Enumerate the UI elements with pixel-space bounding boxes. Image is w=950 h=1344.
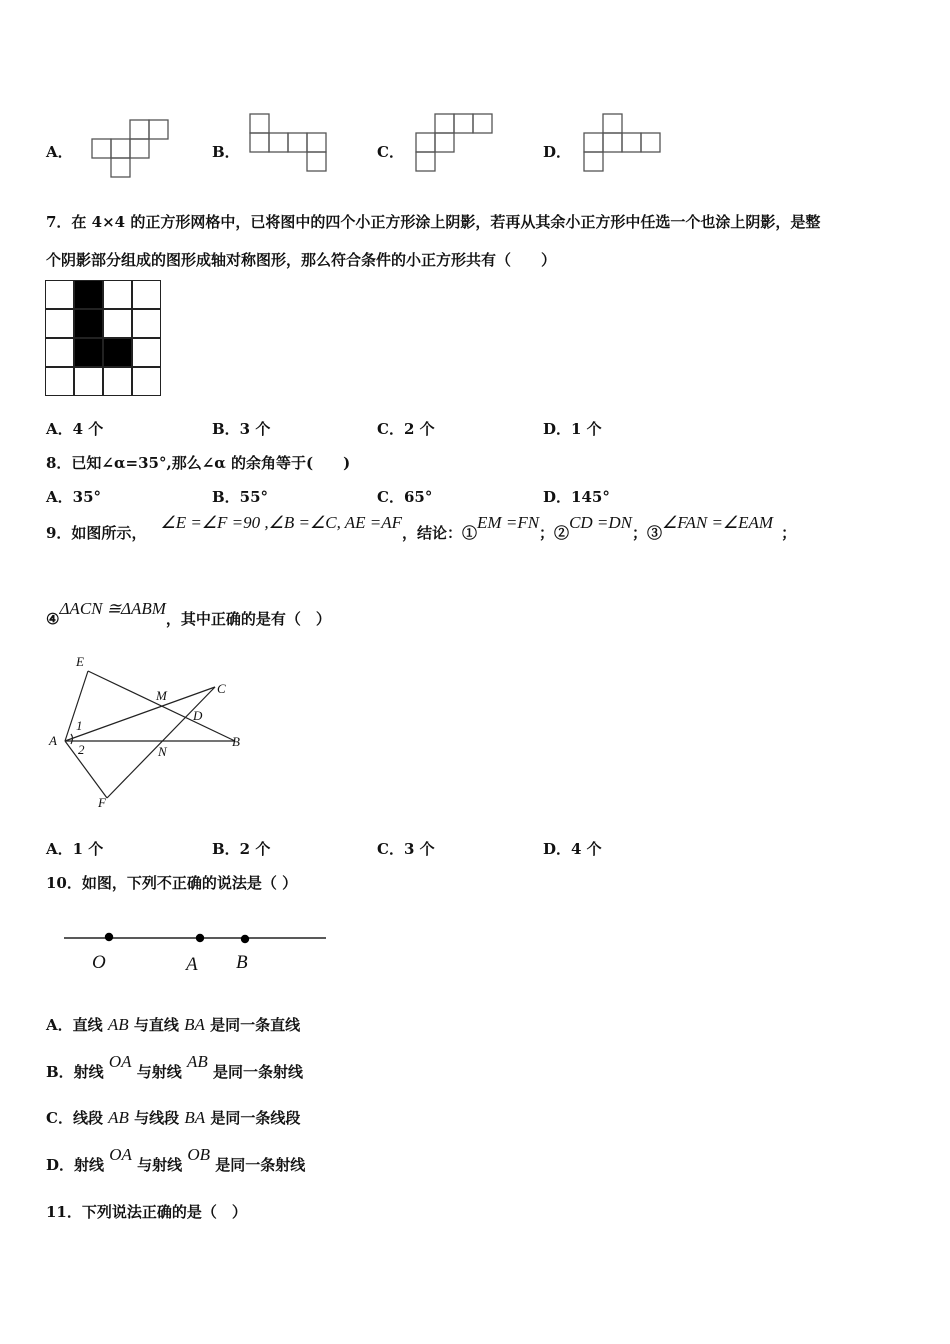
- q9-option-d: D．4 个: [543, 840, 602, 858]
- q8-option-b: B．55°: [212, 488, 269, 506]
- q9-label-1: 1: [76, 718, 83, 733]
- q7-grid: [45, 280, 165, 400]
- q6-net-d: [582, 112, 666, 176]
- q9-label-b: B: [232, 734, 240, 749]
- q6-net-a: [90, 118, 172, 182]
- q9-stem-line1: [46, 513, 797, 543]
- q10-option-a: A．直线 AB 与直线 BA 是同一条直线: [46, 1015, 301, 1034]
- q9-sep-3: ；③: [632, 524, 663, 542]
- q8-option-d: D．145°: [543, 488, 610, 506]
- q10-stem: 10．如图，下列不正确的说法是（ ）: [46, 874, 298, 892]
- q10-option-b: B．射线 OA 与射线 AB 是同一条射线: [46, 1052, 304, 1081]
- q9-option-b: B．2 个: [212, 840, 271, 858]
- q9-label-c: C: [217, 681, 226, 696]
- q10-point-a: A: [186, 954, 198, 975]
- q10-option-d: D．射线 OA 与射线 OB 是同一条射线: [46, 1145, 306, 1174]
- q10-point-b: B: [236, 952, 248, 973]
- q7-option-c: C．2 个: [377, 420, 435, 438]
- q9-conclusion-2: CD =DN: [569, 513, 633, 532]
- q7-stem-line2: 个阴影部分组成的图形成轴对称图形，那么符合条件的小正方形共有（ ）: [46, 251, 557, 269]
- q9-given: ∠E =∠F =90 ,∠B =∠C, AE =AF: [160, 513, 403, 532]
- q6-net-b: [248, 112, 332, 178]
- q9-stem-line2: [46, 599, 331, 629]
- q9-label-a: A: [49, 733, 57, 748]
- q9-triangle-figure: [40, 650, 260, 820]
- q9-end-3: ；: [781, 524, 797, 542]
- q9-c4-label: ④: [46, 610, 60, 628]
- q7-option-b: B．3 个: [212, 420, 271, 438]
- q9-conclusion-1: EM =FN: [477, 513, 540, 532]
- q9-conclusion-4: ΔACN ≅ΔABM: [59, 599, 166, 618]
- q9-label-d: D: [193, 708, 203, 723]
- q9-label-e: E: [76, 654, 84, 669]
- q7-option-d: D．1 个: [543, 420, 602, 438]
- q8-option-a: A．35°: [46, 488, 102, 506]
- q8-stem: 8．已知∠α=35°,那么∠α 的余角等于( ): [46, 454, 351, 472]
- q9-label-f: F: [98, 795, 106, 810]
- q9-label-m: M: [156, 688, 167, 703]
- q10-point-o: O: [92, 952, 106, 973]
- q11-stem: 11．下列说法正确的是（ ）: [46, 1203, 247, 1221]
- q6-option-b-letter: B．: [212, 143, 240, 161]
- q9-label-2: 2: [78, 742, 85, 757]
- q9-sep-2: ；②: [539, 524, 570, 542]
- q6-option-a-letter: A．: [46, 143, 73, 161]
- q9-prefix: 9．如图所示，: [46, 524, 147, 542]
- q7-stem-line1: 7．在 4×4 的正方形网格中，已将图中的四个小正方形涂上阴影，若再从其余小正方形中任选一个也涂上阴影，是整: [46, 213, 821, 231]
- q10-line-figure: [62, 928, 332, 978]
- q9-conclusion-label: ，结论：①: [402, 524, 478, 542]
- q9-suffix: ，其中正确的是有（ ）: [165, 610, 331, 628]
- q9-conclusion-3: ∠FAN =∠EAM: [662, 513, 774, 532]
- q9-label-n: N: [158, 744, 167, 759]
- q6-option-c-letter: C．: [377, 143, 404, 161]
- q9-option-a: A．1 个: [46, 840, 104, 858]
- q10-option-c: C．线段 AB 与线段 BA 是同一条线段: [46, 1108, 301, 1127]
- q9-option-c: C．3 个: [377, 840, 435, 858]
- q8-option-c: C．65°: [377, 488, 433, 506]
- q6-net-c: [414, 112, 498, 176]
- q6-option-d-letter: D．: [543, 143, 572, 161]
- q7-option-a: A．4 个: [46, 420, 104, 438]
